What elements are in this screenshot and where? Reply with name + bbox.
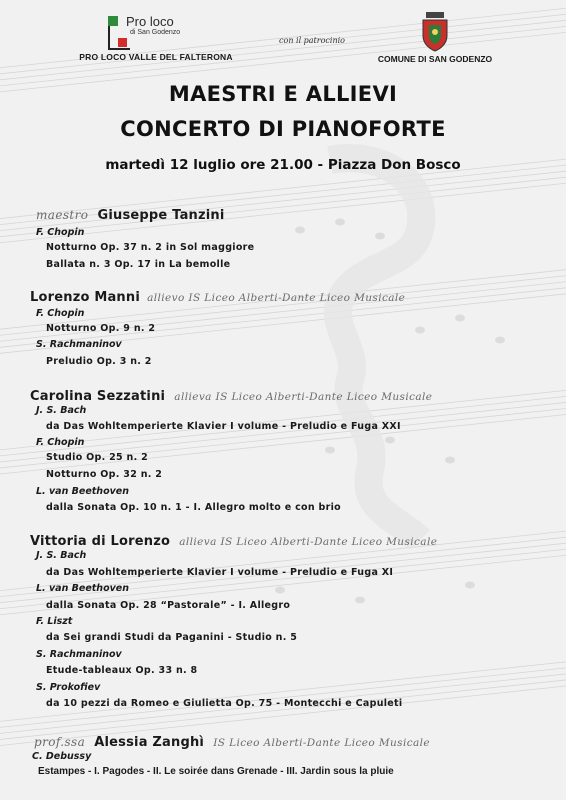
- event-date-location: martedì 12 luglio ore 21.00 - Piazza Don Bosco: [105, 157, 461, 173]
- org-right-name: COMUNE DI SAN GODENZO: [377, 54, 493, 64]
- composer: L. van Beethoven: [36, 486, 130, 497]
- piece: dalla Sonata Op. 28 “Pastorale” - I. Allegro: [46, 600, 291, 611]
- performer-role: maestro: [36, 208, 89, 222]
- performer-name: Lorenzo Manni: [30, 290, 140, 305]
- composer: S. Rachmaninov: [36, 649, 122, 660]
- piece: dalla Sonata Op. 10 n. 1 - I. Allegro molto e con brio: [46, 502, 341, 513]
- patronage-label: con il patrocinio: [279, 36, 345, 45]
- performer-heading: [30, 385, 432, 404]
- proloco-subtitle: di San Godenzo: [130, 29, 181, 36]
- composer: C. Debussy: [32, 751, 92, 762]
- composer: L. van Beethoven: [36, 583, 130, 594]
- performer-name: Giuseppe Tanzini: [97, 208, 225, 223]
- performer-role: allievo IS Liceo Alberti-Dante Liceo Musicale: [147, 292, 406, 304]
- piece: Estampes - I. Pagodes - II. Le soirée dans Grenade - III. Jardin sous la pluie: [38, 766, 394, 777]
- event-title-line1: MAESTRI E ALLIEVI: [168, 82, 398, 106]
- composer: F. Chopin: [36, 227, 85, 238]
- piece: Etude-tableaux Op. 33 n. 8: [46, 665, 198, 676]
- performer-name: Carolina Sezzatini: [30, 389, 166, 404]
- composer: S. Prokofiev: [36, 682, 101, 693]
- piece: Studio Op. 25 n. 2: [46, 452, 149, 463]
- piece: Ballata n. 3 Op. 17 in La bemolle: [46, 259, 231, 270]
- performer-role: prof.ssa: [34, 735, 86, 749]
- performer-role: allieva IS Liceo Alberti-Dante Liceo Musicale: [179, 536, 438, 548]
- performer-affiliation: IS Liceo Alberti-Dante Liceo Musicale: [213, 737, 431, 749]
- performer-role: allieva IS Liceo Alberti-Dante Liceo Musicale: [174, 391, 433, 403]
- performer-heading: [30, 530, 437, 549]
- proloco-mark-icon: [108, 16, 128, 52]
- performer-heading: [30, 286, 405, 305]
- piece: Preludio Op. 3 n. 2: [46, 356, 152, 367]
- piece: Notturno Op. 37 n. 2 in Sol maggiore: [46, 242, 255, 253]
- piece: da 10 pezzi da Romeo e Giulietta Op. 75 - Montecchi e Capuleti: [46, 698, 403, 709]
- piece: da Das Wohltemperierte Klavier I volume - Preludio e Fuga XXI: [46, 421, 401, 432]
- performer-name: Vittoria di Lorenzo: [30, 534, 171, 549]
- event-title-line2: CONCERTO DI PIANOFORTE: [120, 117, 446, 141]
- municipal-crest-icon: [418, 12, 452, 52]
- composer: F. Liszt: [36, 616, 73, 627]
- org-left-name: PRO LOCO VALLE DEL FALTERONA: [79, 52, 233, 62]
- composer: F. Chopin: [36, 437, 85, 448]
- performer-name: Alessia Zanghì: [94, 735, 205, 750]
- composer: J. S. Bach: [36, 405, 87, 416]
- composer: F. Chopin: [36, 308, 85, 319]
- performer-heading: [34, 731, 430, 750]
- piece: da Das Wohltemperierte Klavier I volume - Preludio e Fuga XI: [46, 567, 394, 578]
- composer: S. Rachmaninov: [36, 339, 122, 350]
- piece: Notturno Op. 9 n. 2: [46, 323, 156, 334]
- performer-heading: [36, 204, 225, 223]
- piece: Notturno Op. 32 n. 2: [46, 469, 163, 480]
- composer: J. S. Bach: [36, 550, 87, 561]
- piece: da Sei grandi Studi da Paganini - Studio n. 5: [46, 632, 298, 643]
- proloco-name: Pro loco: [126, 14, 174, 29]
